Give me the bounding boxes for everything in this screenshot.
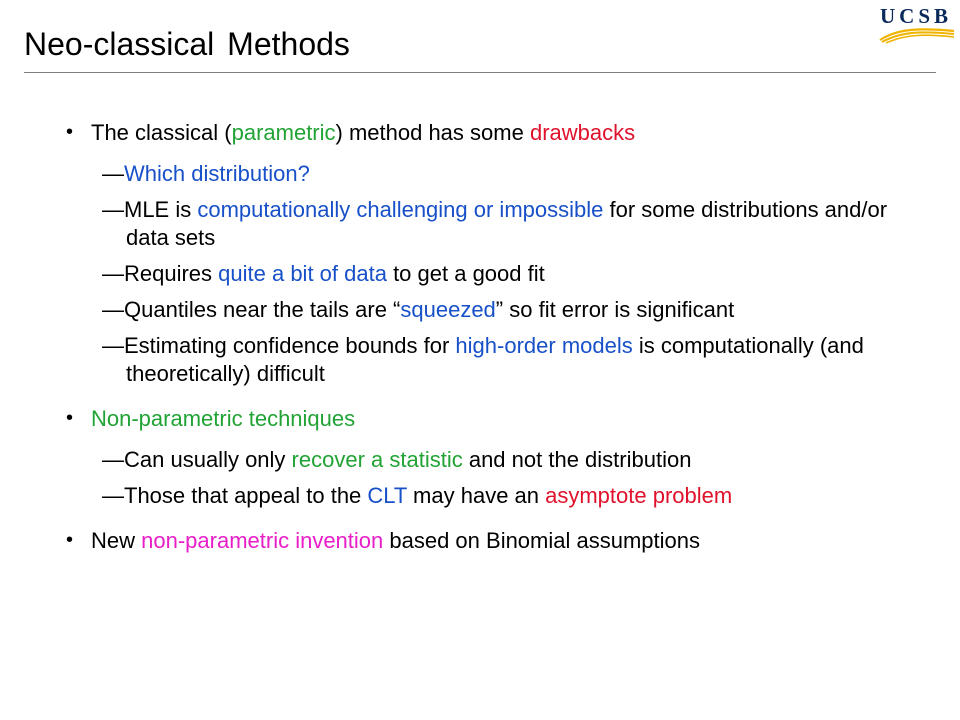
ucsb-logo <box>874 4 958 46</box>
bullet-text: Non-parametric techniques <box>91 406 356 431</box>
sub-item-requires-data: —Requires quite a bit of data to get a good fit <box>102 261 545 286</box>
bullet-dot: • <box>66 529 74 551</box>
sub-item-which-distribution: —Which distribution? <box>102 161 310 186</box>
slide-body <box>66 118 926 556</box>
bullet-text: The classical (parametric) method has some drawbacks <box>91 120 636 145</box>
sub-list-non-parametric <box>66 446 926 510</box>
sub-item-recover-statistic: —Can usually only recover a statistic and not the distribution <box>102 447 692 472</box>
sub-item-quantiles: —Quantiles near the tails are “squeezed” so fit error is significant <box>102 297 735 322</box>
bullet-classical-method <box>66 118 926 148</box>
sub-item-clt: —Those that appeal to the CLT may have an asymptote problem <box>102 483 733 508</box>
sub-list-drawbacks <box>66 160 926 388</box>
bullet-dot: • <box>66 407 74 429</box>
title-divider <box>24 72 936 73</box>
sub-item-mle: —MLE is computationally challenging or impossible for some distributions and/or data sets <box>102 197 888 250</box>
slide-title: Neo-classical Methods <box>24 26 350 62</box>
bullet-new-invention <box>66 526 926 556</box>
sub-item-confidence-bounds: —Estimating confidence bounds for high-order models is computationally (and theoretically) difficult <box>102 333 864 386</box>
bullet-non-parametric <box>66 404 926 434</box>
bullet-dot: • <box>66 121 74 143</box>
bullet-text: New non-parametric invention based on Binomial assumptions <box>91 528 700 553</box>
ucsb-logo-text: UCSB <box>879 4 953 28</box>
logo-wave-icon <box>878 26 956 44</box>
